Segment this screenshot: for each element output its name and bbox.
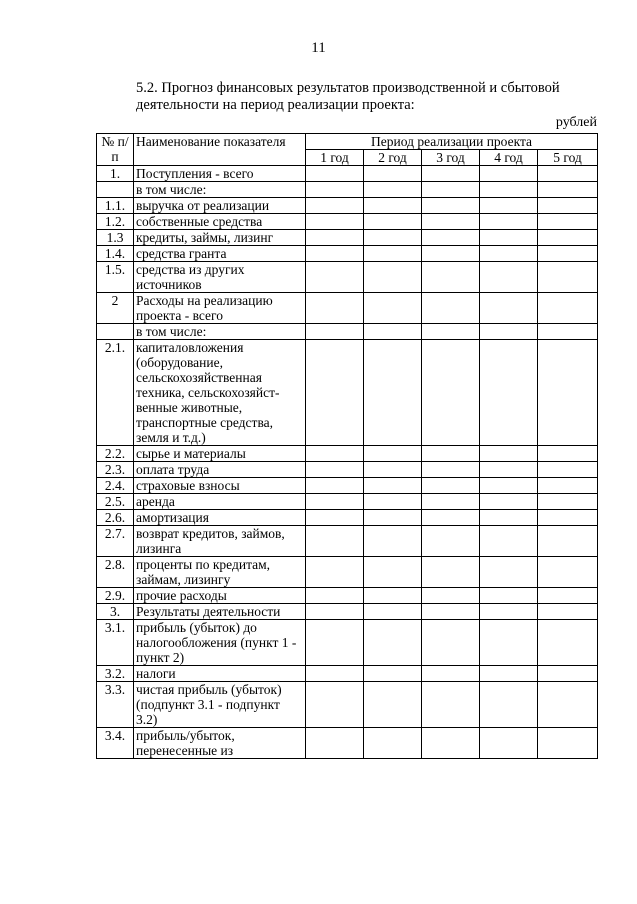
table-row — [97, 340, 598, 446]
row-number — [97, 324, 134, 340]
value-cell-year-1 — [306, 246, 364, 262]
row-number: 1. — [97, 166, 134, 182]
header-year-2: 2 год — [364, 150, 422, 166]
indicator-name: возврат кредитов, займов, лизинга — [134, 526, 306, 557]
page-number: 11 — [311, 40, 326, 56]
value-cell-year-2 — [364, 526, 422, 557]
value-cell-year-2 — [364, 166, 422, 182]
value-cell-year-5 — [538, 166, 598, 182]
value-cell-year-1 — [306, 182, 364, 198]
row-number: 3.2. — [97, 666, 134, 682]
indicator-name: прибыль (убыток) до налогообложения (пункт 1 - пункт 2) — [134, 620, 306, 666]
row-number: 2 — [97, 293, 134, 324]
row-number: 3.3. — [97, 682, 134, 728]
value-cell-year-5 — [538, 604, 598, 620]
value-cell-year-5 — [538, 666, 598, 682]
value-cell-year-5 — [538, 526, 598, 557]
table-row — [97, 293, 598, 324]
indicator-name: в том числе: — [134, 324, 306, 340]
header-year-1: 1 год — [306, 150, 364, 166]
table-row — [97, 510, 598, 526]
section-heading: 5.2. Прогноз финансовых результатов производственной и сбытовой деятельности на период реализации проекта: — [136, 80, 560, 113]
value-cell-year-5 — [538, 728, 598, 759]
indicator-name: проценты по кредитам, займам, лизингу — [134, 557, 306, 588]
value-cell-year-3 — [422, 198, 480, 214]
value-cell-year-3 — [422, 494, 480, 510]
header-period: Период реализации проекта — [306, 134, 598, 150]
value-cell-year-1 — [306, 198, 364, 214]
value-cell-year-3 — [422, 230, 480, 246]
value-cell-year-3 — [422, 340, 480, 446]
value-cell-year-1 — [306, 262, 364, 293]
value-cell-year-4 — [480, 682, 538, 728]
value-cell-year-2 — [364, 666, 422, 682]
row-number: 2.6. — [97, 510, 134, 526]
value-cell-year-2 — [364, 446, 422, 462]
value-cell-year-4 — [480, 293, 538, 324]
table-row — [97, 324, 598, 340]
value-cell-year-3 — [422, 246, 480, 262]
row-number: 2.1. — [97, 340, 134, 446]
value-cell-year-1 — [306, 230, 364, 246]
header-year-3: 3 год — [422, 150, 480, 166]
value-cell-year-2 — [364, 182, 422, 198]
value-cell-year-4 — [480, 728, 538, 759]
table-row — [97, 262, 598, 293]
indicator-name: средства гранта — [134, 246, 306, 262]
value-cell-year-1 — [306, 666, 364, 682]
indicator-name: выручка от реализации — [134, 198, 306, 214]
value-cell-year-5 — [538, 214, 598, 230]
table-row — [97, 526, 598, 557]
value-cell-year-2 — [364, 620, 422, 666]
table-row — [97, 557, 598, 588]
value-cell-year-5 — [538, 588, 598, 604]
table-row — [97, 446, 598, 462]
value-cell-year-1 — [306, 446, 364, 462]
indicator-name: прибыль/убыток, перенесенные из — [134, 728, 306, 759]
value-cell-year-5 — [538, 682, 598, 728]
value-cell-year-3 — [422, 166, 480, 182]
value-cell-year-2 — [364, 214, 422, 230]
table-row — [97, 588, 598, 604]
value-cell-year-3 — [422, 293, 480, 324]
value-cell-year-4 — [480, 340, 538, 446]
indicator-name: в том числе: — [134, 182, 306, 198]
table-row — [97, 682, 598, 728]
value-cell-year-1 — [306, 557, 364, 588]
table-row — [97, 182, 598, 198]
value-cell-year-5 — [538, 494, 598, 510]
value-cell-year-4 — [480, 526, 538, 557]
value-cell-year-3 — [422, 510, 480, 526]
row-number: 1.3 — [97, 230, 134, 246]
value-cell-year-1 — [306, 682, 364, 728]
value-cell-year-5 — [538, 510, 598, 526]
value-cell-year-3 — [422, 526, 480, 557]
value-cell-year-4 — [480, 246, 538, 262]
value-cell-year-1 — [306, 214, 364, 230]
indicator-name: кредиты, займы, лизинг — [134, 230, 306, 246]
value-cell-year-3 — [422, 728, 480, 759]
indicator-name: амортизация — [134, 510, 306, 526]
value-cell-year-4 — [480, 478, 538, 494]
value-cell-year-5 — [538, 462, 598, 478]
table-row — [97, 462, 598, 478]
value-cell-year-2 — [364, 293, 422, 324]
indicator-name: прочие расходы — [134, 588, 306, 604]
value-cell-year-4 — [480, 324, 538, 340]
units-label: рублей — [555, 115, 597, 130]
value-cell-year-3 — [422, 182, 480, 198]
row-number: 2.8. — [97, 557, 134, 588]
row-number: 2.3. — [97, 462, 134, 478]
value-cell-year-2 — [364, 230, 422, 246]
value-cell-year-5 — [538, 246, 598, 262]
row-number: 3.1. — [97, 620, 134, 666]
value-cell-year-5 — [538, 340, 598, 446]
table-row — [97, 666, 598, 682]
value-cell-year-5 — [538, 446, 598, 462]
value-cell-year-3 — [422, 682, 480, 728]
value-cell-year-2 — [364, 462, 422, 478]
value-cell-year-1 — [306, 340, 364, 446]
value-cell-year-4 — [480, 557, 538, 588]
table-row — [97, 494, 598, 510]
indicator-name: капиталовложения (оборудование, сельскохозяйственная техника, сельскохозяйст-венные животные, транспортные средства, земля и т.д.) — [134, 340, 306, 446]
indicator-name: Расходы на реализацию проекта - всего — [134, 293, 306, 324]
value-cell-year-1 — [306, 478, 364, 494]
value-cell-year-4 — [480, 462, 538, 478]
value-cell-year-1 — [306, 728, 364, 759]
value-cell-year-5 — [538, 182, 598, 198]
row-number: 2.2. — [97, 446, 134, 462]
value-cell-year-2 — [364, 262, 422, 293]
value-cell-year-3 — [422, 262, 480, 293]
value-cell-year-2 — [364, 588, 422, 604]
row-number: 1.1. — [97, 198, 134, 214]
value-cell-year-3 — [422, 214, 480, 230]
value-cell-year-3 — [422, 478, 480, 494]
value-cell-year-4 — [480, 510, 538, 526]
value-cell-year-2 — [364, 604, 422, 620]
value-cell-year-2 — [364, 557, 422, 588]
row-number: 1.5. — [97, 262, 134, 293]
value-cell-year-4 — [480, 214, 538, 230]
value-cell-year-5 — [538, 324, 598, 340]
indicator-name: собственные средства — [134, 214, 306, 230]
value-cell-year-3 — [422, 462, 480, 478]
indicator-name: Результаты деятельности — [134, 604, 306, 620]
value-cell-year-1 — [306, 293, 364, 324]
value-cell-year-3 — [422, 620, 480, 666]
row-number: 1.2. — [97, 214, 134, 230]
indicator-name: чистая прибыль (убыток) (подпункт 3.1 - подпункт 3.2) — [134, 682, 306, 728]
value-cell-year-2 — [364, 494, 422, 510]
value-cell-year-2 — [364, 198, 422, 214]
value-cell-year-5 — [538, 557, 598, 588]
header-year-5: 5 год — [538, 150, 598, 166]
table-row — [97, 620, 598, 666]
value-cell-year-3 — [422, 324, 480, 340]
table-row — [97, 166, 598, 182]
value-cell-year-4 — [480, 446, 538, 462]
value-cell-year-4 — [480, 588, 538, 604]
row-number: 2.4. — [97, 478, 134, 494]
value-cell-year-4 — [480, 182, 538, 198]
value-cell-year-1 — [306, 588, 364, 604]
value-cell-year-4 — [480, 494, 538, 510]
indicator-name: страховые взносы — [134, 478, 306, 494]
value-cell-year-4 — [480, 262, 538, 293]
table-row — [97, 728, 598, 759]
indicator-name: средства из других источников — [134, 262, 306, 293]
row-number: 2.7. — [97, 526, 134, 557]
table-row — [97, 246, 598, 262]
header-name: Наименование показателя — [134, 134, 306, 166]
header-num: № п/п — [97, 134, 134, 166]
value-cell-year-5 — [538, 230, 598, 246]
value-cell-year-1 — [306, 526, 364, 557]
value-cell-year-2 — [364, 728, 422, 759]
indicator-name: Поступления - всего — [134, 166, 306, 182]
value-cell-year-4 — [480, 230, 538, 246]
value-cell-year-2 — [364, 682, 422, 728]
indicator-name: сырье и материалы — [134, 446, 306, 462]
table-row — [97, 604, 598, 620]
row-number — [97, 182, 134, 198]
value-cell-year-2 — [364, 324, 422, 340]
value-cell-year-4 — [480, 620, 538, 666]
value-cell-year-1 — [306, 604, 364, 620]
table-body — [97, 166, 598, 759]
value-cell-year-4 — [480, 198, 538, 214]
row-number: 3. — [97, 604, 134, 620]
value-cell-year-3 — [422, 666, 480, 682]
value-cell-year-3 — [422, 446, 480, 462]
value-cell-year-4 — [480, 666, 538, 682]
row-number: 2.5. — [97, 494, 134, 510]
value-cell-year-3 — [422, 604, 480, 620]
value-cell-year-1 — [306, 494, 364, 510]
indicator-name: налоги — [134, 666, 306, 682]
value-cell-year-4 — [480, 166, 538, 182]
value-cell-year-1 — [306, 620, 364, 666]
value-cell-year-4 — [480, 604, 538, 620]
row-number: 2.9. — [97, 588, 134, 604]
table-row — [97, 214, 598, 230]
value-cell-year-2 — [364, 246, 422, 262]
value-cell-year-2 — [364, 340, 422, 446]
value-cell-year-5 — [538, 262, 598, 293]
value-cell-year-1 — [306, 166, 364, 182]
header-row-1 — [97, 134, 598, 150]
value-cell-year-3 — [422, 557, 480, 588]
value-cell-year-5 — [538, 478, 598, 494]
indicator-name: аренда — [134, 494, 306, 510]
value-cell-year-2 — [364, 510, 422, 526]
value-cell-year-3 — [422, 588, 480, 604]
value-cell-year-5 — [538, 198, 598, 214]
value-cell-year-2 — [364, 478, 422, 494]
header-year-4: 4 год — [480, 150, 538, 166]
row-number: 3.4. — [97, 728, 134, 759]
row-number: 1.4. — [97, 246, 134, 262]
financial-forecast-table — [96, 133, 598, 759]
value-cell-year-1 — [306, 510, 364, 526]
value-cell-year-5 — [538, 293, 598, 324]
value-cell-year-5 — [538, 620, 598, 666]
indicator-name: оплата труда — [134, 462, 306, 478]
table-row — [97, 478, 598, 494]
table-row — [97, 198, 598, 214]
table-row — [97, 230, 598, 246]
value-cell-year-1 — [306, 462, 364, 478]
value-cell-year-1 — [306, 324, 364, 340]
